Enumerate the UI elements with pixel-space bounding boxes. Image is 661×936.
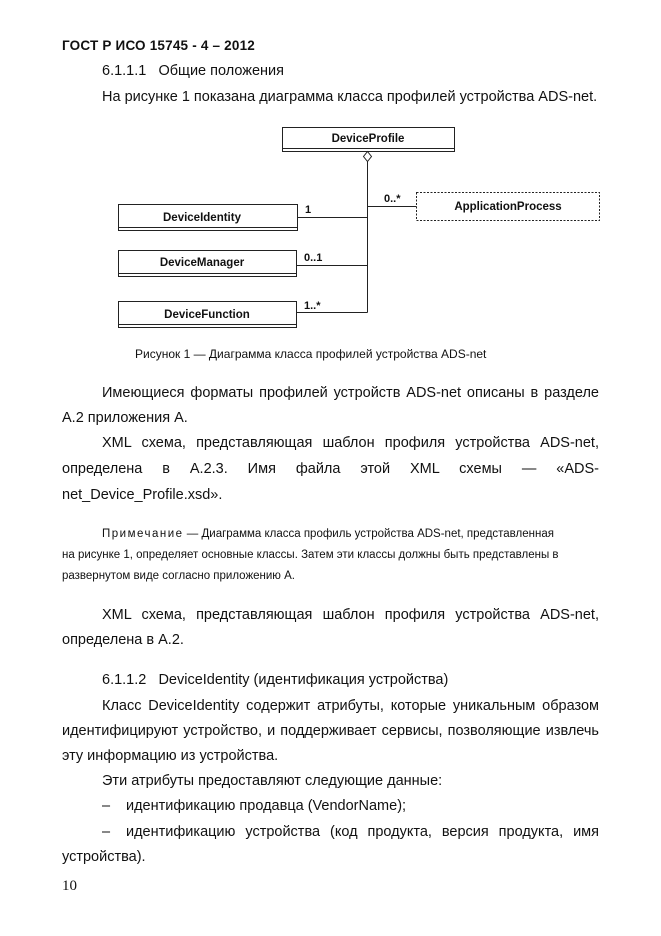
device-identity-label: DeviceIdentity [163, 212, 241, 224]
paragraph-line: net_Device_Profile.xsd». [62, 487, 223, 503]
paragraph-line: XML схема, представляющая шаблон профиля устройства ADS-net, [102, 607, 599, 623]
device-function-label: DeviceFunction [164, 309, 250, 321]
note-label: Примечание [102, 528, 184, 540]
figure-caption: Рисунок 1 — Диаграмма класса профилей устройства ADS-net [135, 347, 487, 361]
device-manager-multiplicity: 0..1 [304, 252, 323, 264]
section-title: DeviceIdentity (идентификация устройства) [158, 672, 449, 688]
paragraph-line: идентифицируют устройство, и поддерживает сервисы, позволяющие извлечь [62, 723, 599, 739]
application-process-label: ApplicationProcess [454, 201, 562, 213]
list-dash: – [102, 798, 111, 814]
note-line: развернутом виде согласно приложению А. [62, 570, 295, 582]
aggregation-diamond-icon [364, 152, 372, 162]
device-profile-label: DeviceProfile [331, 133, 405, 145]
note-line: на рисунке 1, определяет основные классы. Затем эти классы должны быть представлены в [62, 549, 559, 561]
device-function-multiplicity: 1..* [304, 300, 321, 312]
list-item-continuation: устройства). [62, 849, 146, 865]
list-item: идентификацию продавца (VendorName); [126, 798, 407, 814]
list-dash: – [102, 824, 111, 840]
paragraph-line: эту информацию из устройства. [62, 748, 279, 764]
intro-paragraph: На рисунке 1 показана диаграмма класса профилей устройства ADS-net. [102, 89, 598, 105]
application-process-multiplicity: 0..* [384, 193, 401, 205]
section-title: Общие положения [158, 63, 284, 79]
page-number: 10 [62, 878, 77, 894]
paragraph-line: Имеющиеся форматы профилей устройств ADS-net описаны в разделе [102, 385, 599, 401]
paragraph-line: Эти атрибуты предоставляют следующие данные: [102, 773, 443, 789]
section-number: 6.1.1.1 [102, 63, 147, 79]
section-heading [102, 672, 448, 688]
paragraph-line: А.2 приложения А. [62, 410, 188, 426]
paragraph-line: определена в А.2. [62, 632, 184, 648]
section-number: 6.1.1.2 [102, 672, 147, 688]
device-identity-multiplicity: 1 [305, 204, 312, 216]
device-manager-label: DeviceManager [159, 257, 245, 269]
note-text: — Диаграмма класса профиль устройства ADS-net, представленная [186, 528, 554, 540]
paragraph-line: определена в А.2.3. Имя файла этой XML схемы — «ADS- [62, 461, 599, 477]
paragraph-line: XML схема, представляющая шаблон профиля устройства ADS-net, [102, 435, 599, 451]
paragraph-line: Класс DeviceIdentity содержит атрибуты, которые уникальным образом [102, 698, 599, 714]
document-header: ГОСТ Р ИСО 15745 - 4 – 2012 [62, 38, 255, 53]
class-diagram [0, 0, 661, 380]
note-first-line [102, 528, 554, 540]
list-item: идентификацию устройства (код продукта, версия продукта, имя [126, 824, 599, 840]
